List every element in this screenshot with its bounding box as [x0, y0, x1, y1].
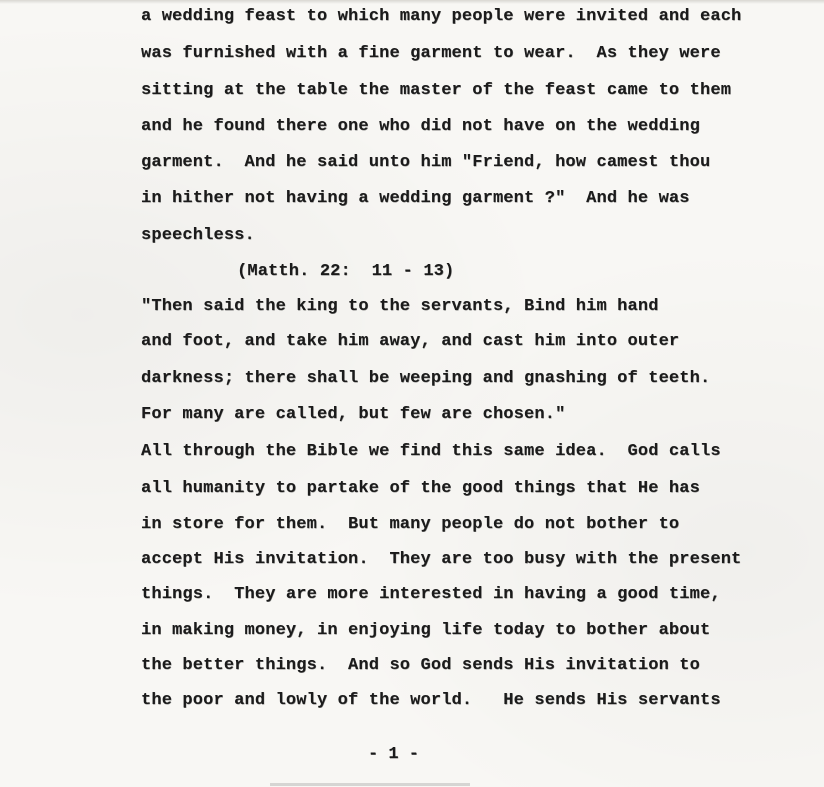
text-line: in making money, in enjoying life today to bother about	[141, 621, 711, 640]
text-line: and foot, and take him away, and cast him into outer	[141, 332, 680, 351]
text-line: accept His invitation. They are too busy with the present	[141, 550, 742, 569]
text-line: a wedding feast to which many people were invited and each	[141, 7, 742, 26]
scripture-reference: (Matth. 22: 11 - 13)	[237, 262, 455, 281]
text-line: All through the Bible we find this same idea. God calls	[141, 442, 721, 461]
text-line: was furnished with a fine garment to wear. As they were	[141, 44, 721, 63]
text-line: garment. And he said unto him "Friend, how camest thou	[141, 153, 711, 172]
text-line: all humanity to partake of the good things that He has	[141, 479, 700, 498]
text-line: the poor and lowly of the world. He sends His servants	[141, 691, 721, 710]
text-line: in hither not having a wedding garment ?" And he was	[141, 189, 690, 208]
text-line: the better things. And so God sends His invitation to	[141, 656, 700, 675]
text-line: and he found there one who did not have on the wedding	[141, 117, 700, 136]
text-line: For many are called, but few are chosen."	[141, 405, 566, 424]
scan-edge-shadow	[0, 0, 824, 4]
text-line: speechless.	[141, 226, 255, 245]
text-line: things. They are more interested in having a good time,	[141, 585, 721, 604]
text-line: sitting at the table the master of the feast came to them	[141, 81, 732, 100]
scan-edge-shadow	[270, 783, 470, 786]
text-line: in store for them. But many people do not bother to	[141, 515, 680, 534]
text-line: darkness; there shall be weeping and gnashing of teeth.	[141, 369, 711, 388]
text-line: "Then said the king to the servants, Bind him hand	[141, 297, 659, 316]
page-number: - 1 -	[368, 745, 420, 764]
